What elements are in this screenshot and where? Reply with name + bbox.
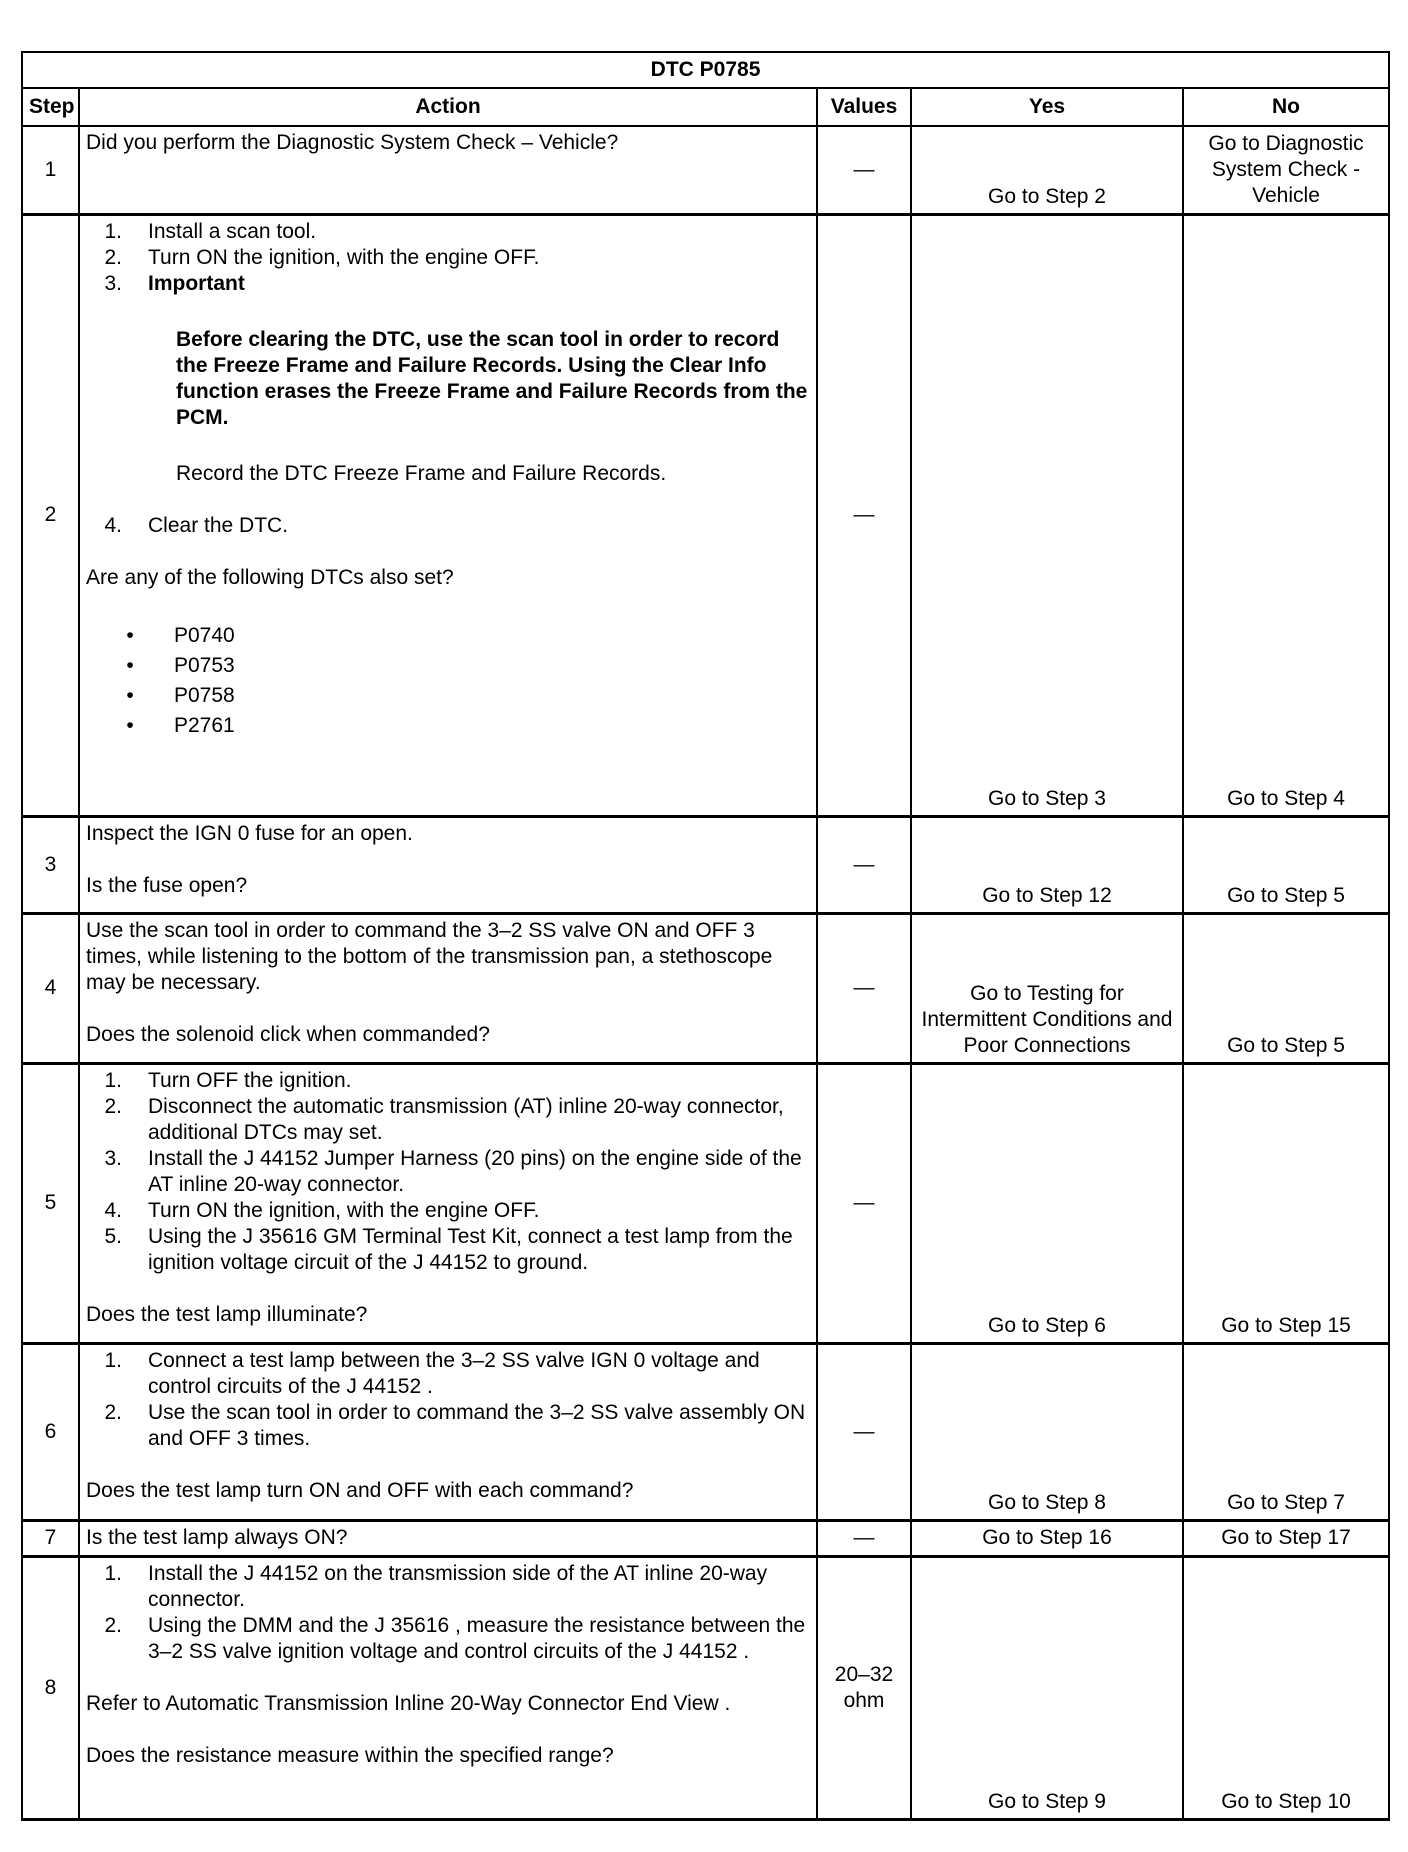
no-cell: Go to Step 7 [1183, 1343, 1389, 1520]
record-instruction: Record the DTC Freeze Frame and Failure Records. [176, 461, 667, 485]
question-text: Does the solenoid click when commanded? [86, 1022, 490, 1046]
instruction-list [86, 1561, 810, 1665]
action-cell [79, 214, 817, 816]
table-row [22, 214, 1389, 816]
table-row [22, 126, 1389, 214]
instruction-list [86, 219, 810, 297]
no-cell: Go to Step 5 [1183, 816, 1389, 913]
list-item: 4. Turn ON the ignition, with the engine OFF. [104, 1198, 540, 1222]
no-cell: Go to Step 10 [1183, 1556, 1389, 1819]
list-item: 3. Important [104, 271, 245, 295]
yes-cell: Go to Step 3 [911, 214, 1183, 816]
value-cell: — [817, 1343, 911, 1520]
value-cell: — [817, 1520, 911, 1556]
step-number: 3 [22, 816, 79, 913]
action-text: Did you perform the Diagnostic System Check – Vehicle? [86, 131, 619, 154]
instruction-list [86, 1348, 810, 1452]
header-no: No [1183, 88, 1389, 126]
step-number: 7 [22, 1520, 79, 1556]
table-row [22, 1556, 1389, 1819]
step-number: 1 [22, 126, 79, 214]
refer-text: Refer to Automatic Transmission Inline 20-Way Connector End View . [86, 1691, 731, 1715]
table-row [22, 1343, 1389, 1520]
action-cell [79, 816, 817, 913]
action-cell [79, 1520, 817, 1556]
question-text: Are any of the following DTCs also set? [86, 565, 454, 589]
list-item: 2. Use the scan tool in order to command the 3–2 SS valve assembly ON and OFF 3 times. [104, 1400, 806, 1450]
no-cell: Go to Step 15 [1183, 1063, 1389, 1343]
yes-cell: Go to Step 16 [911, 1520, 1183, 1556]
yes-cell: Go to Testing for Intermittent Conditions and Poor Connections [911, 913, 1183, 1063]
table-row [22, 1520, 1389, 1556]
list-item: 5. Using the J 35616 GM Terminal Test Kit, connect a test lamp from the ignition voltage circuit of the J 44152 to ground. [104, 1224, 793, 1274]
list-item: 2. Turn ON the ignition, with the engine OFF. [104, 245, 540, 269]
action-cell [79, 1343, 817, 1520]
no-cell: Go to Diagnostic System Check - Vehicle [1183, 126, 1389, 214]
yes-cell: Go to Step 9 [911, 1556, 1183, 1819]
value-cell: 20–32 ohm [817, 1556, 911, 1819]
list-item: 1. Turn OFF the ignition. [104, 1068, 352, 1092]
important-note: Before clearing the DTC, use the scan tool in order to record the Freeze Frame and Failure Records. Using the Clear Info function erases the Freeze Frame and Failure Records from the PCM. [176, 327, 808, 429]
step-number: 2 [22, 214, 79, 816]
header-values: Values [817, 88, 911, 126]
table-title: DTC P0785 [22, 52, 1389, 88]
action-text: Inspect the IGN 0 fuse for an open. [86, 821, 413, 845]
list-item: 2. Using the DMM and the J 35616 , measure the resistance between the 3–2 SS valve ignition voltage and control circuits of the J 44152 . [104, 1613, 806, 1663]
table-row [22, 913, 1389, 1063]
question-text: Is the fuse open? [86, 873, 248, 897]
question-text: Does the test lamp illuminate? [86, 1302, 368, 1326]
instruction-list [86, 1068, 810, 1276]
value-cell: — [817, 816, 911, 913]
step-number: 8 [22, 1556, 79, 1819]
list-item: 1. Install a scan tool. [104, 219, 317, 243]
list-item: • P0740 [126, 623, 235, 647]
dtc-bullet-list [86, 621, 810, 741]
step-number: 5 [22, 1063, 79, 1343]
yes-cell: Go to Step 6 [911, 1063, 1183, 1343]
action-cell [79, 913, 817, 1063]
action-cell [79, 1556, 817, 1819]
header-action: Action [79, 88, 817, 126]
action-cell [79, 1063, 817, 1343]
value-cell: — [817, 126, 911, 214]
question-text: Does the resistance measure within the specified range? [86, 1743, 614, 1767]
header-step: Step [22, 88, 79, 126]
step-number: 6 [22, 1343, 79, 1520]
list-item: • P2761 [126, 713, 235, 737]
no-cell: Go to Step 5 [1183, 913, 1389, 1063]
list-item: • P0758 [126, 683, 235, 707]
no-cell: Go to Step 4 [1183, 214, 1389, 816]
list-item: 2. Disconnect the automatic transmission (AT) inline 20-way connector, additional DTCs may set. [104, 1094, 784, 1144]
value-cell: — [817, 913, 911, 1063]
action-cell [79, 126, 817, 214]
instruction-list [86, 513, 810, 539]
list-item: • P0753 [126, 653, 235, 677]
action-text: Is the test lamp always ON? [86, 1526, 348, 1549]
no-cell: Go to Step 17 [1183, 1520, 1389, 1556]
list-item: 3. Install the J 44152 Jumper Harness (20 pins) on the engine side of the AT inline 20-way connector. [104, 1146, 802, 1196]
table-row [22, 816, 1389, 913]
value-cell: — [817, 214, 911, 816]
list-item: 4. Clear the DTC. [104, 513, 289, 537]
yes-cell: Go to Step 12 [911, 816, 1183, 913]
yes-cell: Go to Step 8 [911, 1343, 1183, 1520]
list-item: 1. Install the J 44152 on the transmission side of the AT inline 20-way connector. [104, 1561, 768, 1611]
question-text: Does the test lamp turn ON and OFF with each command? [86, 1478, 634, 1502]
step-number: 4 [22, 913, 79, 1063]
header-yes: Yes [911, 88, 1183, 126]
dtc-table [21, 51, 1390, 1821]
value-cell: — [817, 1063, 911, 1343]
list-item: 1. Connect a test lamp between the 3–2 SS valve IGN 0 voltage and control circuits of the J 44152 . [104, 1348, 760, 1398]
yes-cell: Go to Step 2 [911, 126, 1183, 214]
action-text: Use the scan tool in order to command the 3–2 SS valve ON and OFF 3 times, while listening to the bottom of the transmission pan, a stethoscope may be necessary. [86, 918, 773, 994]
table-row [22, 1063, 1389, 1343]
header-row [22, 88, 1389, 126]
